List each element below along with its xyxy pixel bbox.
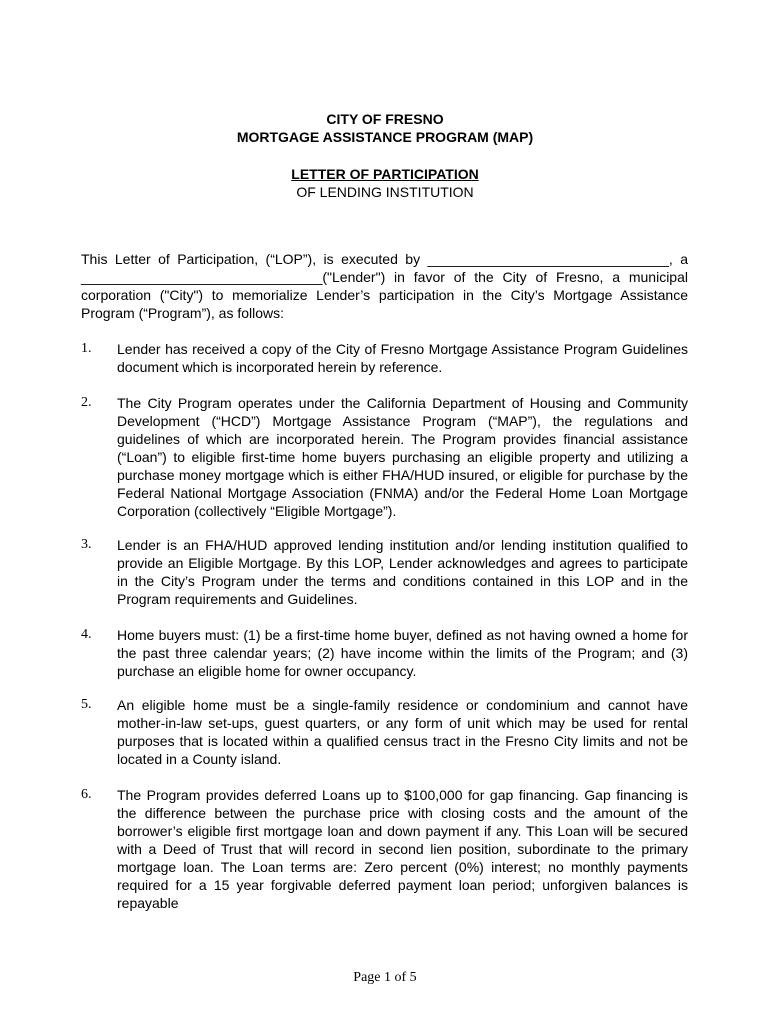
city-heading: CITY OF FRESNO bbox=[326, 111, 444, 127]
intro-paragraph: This Letter of Participation, (“LOP”), is executed by _______________________________, a _______________________________("Lender") in favor of the City of Fresno, a municipal corporation ("City") to memorialize Lender’s participation in the City’s Mortgage Assistance Program (“Program”), as follows: bbox=[81, 251, 688, 321]
letter-subtitle: OF LENDING INSTITUTION bbox=[296, 184, 474, 200]
list-item-number: 4. bbox=[81, 627, 92, 642]
page-number: Page 1 of 5 bbox=[353, 970, 417, 985]
list-item bbox=[81, 786, 688, 912]
list-item-number: 5. bbox=[81, 697, 92, 712]
list-item-text: The City Program operates under the California Department of Housing and Community Development (“HCD”) Mortgage Assistance Program (“MAP”), the regulations and guidelines of which are incorporated herein. The Program provides financial assistance (“Loan”) to eligible first-time home buyers purchasing an eligible property and utilizing a purchase money mortgage which is either FHA/HUD insured, or eligible for purchase by the Federal National Mortgage Association (FNMA) and/or the Federal Home Loan Mortgage Corporation (collectively “Eligible Mortgage”). bbox=[117, 395, 688, 519]
list-item-number: 6. bbox=[81, 787, 92, 802]
list-item bbox=[81, 696, 688, 768]
list-item-number: 2. bbox=[81, 395, 92, 410]
list-item-text: Lender is an FHA/HUD approved lending institution and/or lending institution qualified to provide an Eligible Mortgage. By this LOP, Lender acknowledges and agrees to participate in the City’s Program under the terms and conditions contained in this LOP and in the Program requirements and Guidelines. bbox=[117, 537, 688, 607]
list-item-number: 3. bbox=[81, 537, 92, 552]
list-item bbox=[81, 340, 688, 376]
list-item bbox=[81, 626, 688, 680]
list-item-text: Home buyers must: (1) be a first-time home buyer, defined as not having owned a home for the past three calendar years; (2) have income within the limits of the Program; and (3) purchase an eligible home for owner occupancy. bbox=[117, 627, 688, 679]
list-item-text: An eligible home must be a single-family residence or condominium and cannot have mother-in-law set-ups, guest quarters, or any form of unit which may be used for rental purposes that is located within a qualified census tract in the Fresno City limits and not be located in a County island. bbox=[117, 697, 688, 767]
program-heading: MORTGAGE ASSISTANCE PROGRAM (MAP) bbox=[236, 129, 534, 145]
list-item-text: The Program provides deferred Loans up to $100,000 for gap financing. Gap financing is the difference between the purchase price with closing costs and the amount of the borrower’s eligible first mortgage loan and down payment if any. This Loan will be secured with a Deed of Trust that will record in second lien position, subordinate to the primary mortgage loan. The Loan terms are: Zero percent (0%) interest; no monthly payments required for a 15 year forgivable deferred payment loan period; unforgiven balances is repayable bbox=[117, 787, 688, 911]
list-item bbox=[81, 536, 688, 608]
list-item bbox=[81, 394, 688, 520]
list-item-number: 1. bbox=[81, 341, 92, 356]
letter-title: LETTER OF PARTICIPATION bbox=[291, 166, 479, 182]
list-item-text: Lender has received a copy of the City of Fresno Mortgage Assistance Program Guidelines document which is incorporated herein by reference. bbox=[117, 341, 688, 375]
